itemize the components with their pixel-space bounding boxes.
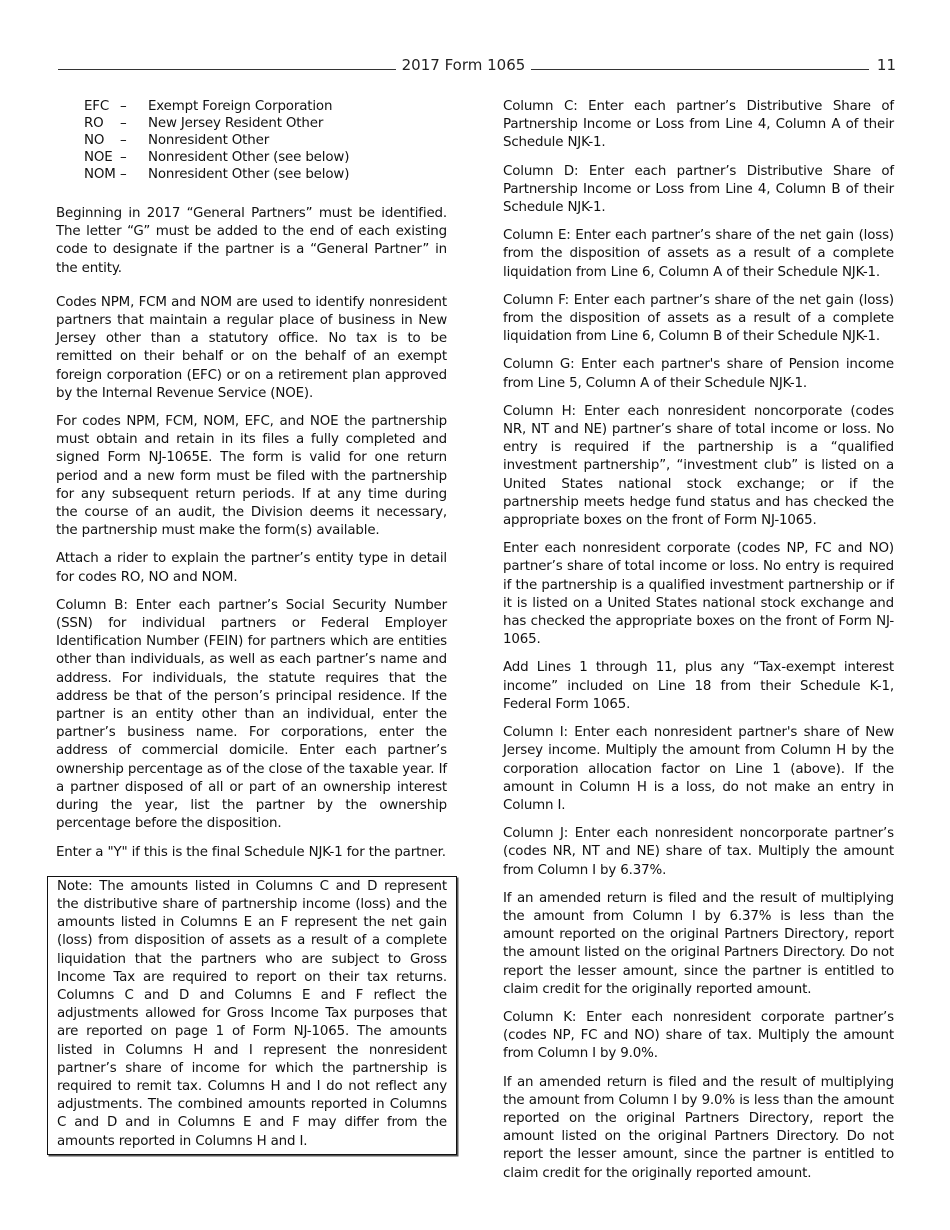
code-row (84, 132, 447, 149)
code-dash: – (120, 167, 127, 182)
paragraph-column-h: Column H: Enter each nonresident noncorporate (codes NR, NT and NE) partner’s share of total income or loss. No entry is required if the partnership is a “qualified investment partnership”, “investment club” is listed on a United States national stock exchange; or if the partnership meets hedge fund status and has checked the appropriate boxes on the front of Form NJ-1065. (503, 403, 894, 529)
code-abbr: EFC (84, 99, 110, 114)
code-list (84, 98, 447, 183)
code-abbr: RO (84, 116, 104, 131)
code-desc: Exempt Foreign Corporation (148, 99, 333, 114)
paragraph-nonresident-corporate: Enter each nonresident corporate (codes NP, FC and NO) partner’s share of total income or loss. No entry is required if the partnership is a qualified investment partnership or if it is listed on a United States national stock exchange and has checked the appropriate boxes on the front of Form NJ-1065. (503, 541, 894, 648)
right-column (503, 98, 894, 1193)
code-dash: – (120, 116, 127, 131)
paragraph-column-i: Column I: Enter each nonresident partner's share of New Jersey income. Multiply the amount from Column H by the corporation allocation factor on Line 1 (above). If the amount in Column H is a loss, do not make an entry in Column I. (503, 725, 894, 813)
code-row (84, 115, 447, 132)
code-desc: Nonresident Other (see below) (148, 167, 350, 182)
code-dash: – (120, 133, 127, 148)
code-abbr: NO (84, 133, 105, 148)
paragraph-column-e: Column E: Enter each partner’s share of the net gain (loss) from the disposition of assets as a result of a complete liquidation from Line 6, Column A of their Schedule NJK-1. (503, 228, 894, 280)
paragraph-amended-return-637: If an amended return is filed and the result of multiplying the amount from Column I by 6.37% is less than the amount reported on the original Partners Directory, report the amount listed on the original Partners Directory. Do not report the lesser amount, since the partner is entitled to claim credit for the originally reported amount. (503, 890, 894, 997)
code-abbr: NOM (84, 167, 116, 182)
paragraph-add-lines: Add Lines 1 through 11, plus any “Tax-exempt interest income” included on Line 18 from their Schedule K-1, Federal Form 1065. (503, 660, 894, 712)
paragraph-form-nj-1065e: For codes NPM, FCM, NOM, EFC, and NOE the partnership must obtain and retain in its files a fully completed and signed Form NJ-1065E. The form is valid for one return period and a new form must be filed with the partnership for any subsequent return periods. If at any time during the course of an audit, the Division deems it necessary, the partnership must make the form(s) available. (56, 414, 447, 539)
code-dash: – (120, 150, 127, 165)
code-dash: – (120, 99, 127, 114)
code-desc: New Jersey Resident Other (148, 116, 324, 131)
paragraph-column-f: Column F: Enter each partner’s share of the net gain (loss) from the disposition of assets as a result of a complete liquidation from Line 6, Column B of their Schedule NJK-1. (503, 292, 894, 345)
note-text: Note: The amounts listed in Columns C and D represent the distributive share of partnership income (loss) and the amounts listed in Columns E an F represent the net gain (loss) from disposition of assets as a result of a complete liquidation that the partners who are subject to Gross Income Tax are required to report on their tax returns. Columns C and D and Columns E and F reflect the adjustments allowed for Gross Income Tax purposes that are reported on page 1 of Form NJ-1065. The amounts listed in Columns H and I represent the nonresident partner’s share of income for which the partnership is required to remit tax. Columns H and I do not reflect any adjustments. The combined amounts reported in Columns C and D and in Columns E and F may differ from the amounts reported in Columns H and I. (57, 878, 447, 1149)
paragraph-final-schedule: Enter a "Y" if this is the final Schedule NJK-1 for the partner. (56, 844, 446, 860)
paragraph-column-c: Column C: Enter each partner’s Distributive Share of Partnership Income or Loss from Line 4, Column A of their Schedule NJK-1. (503, 99, 894, 151)
paragraph-column-j: Column J: Enter each nonresident noncorporate partner’s (codes NR, NT and NE) share of tax. Multiply the amount from Column I by 6.37%. (503, 826, 894, 878)
code-abbr: NOE (84, 150, 113, 165)
left-column (56, 98, 447, 1155)
paragraph-column-g: Column G: Enter each partner's share of Pension income from Line 5, Column A of their Schedule NJK-1. (503, 357, 894, 391)
paragraph-column-d: Column D: Enter each partner’s Distributive Share of Partnership Income or Loss from Line 4, Column B of their Schedule NJK-1. (503, 163, 894, 216)
paragraph-column-k: Column K: Enter each nonresident corporate partner’s (codes NP, FC and NO) share of tax. Multiply the amount from Column I by 9.0%. (503, 1009, 894, 1062)
header-title: 2017 Form 1065 (401, 56, 526, 74)
paragraph-column-b: Column B: Enter each partner’s Social Security Number (SSN) for individual partners or Federal Employer Identification Number (FEIN) for partners which are entities other than individuals, as well as each partner’s name and address. For individuals, the statute requires that the address be that of the person’s principal residence. If the partner is an entity other than an individual, enter the partner’s business name. For corporations, enter the address of commercial domicile. Enter each partner’s ownership percentage as of the close of the taxable year. If a partner disposed of all or part of an ownership interest during the year, list the partner by the ownership percentage before the disposition. (56, 597, 447, 832)
page-header (56, 56, 896, 74)
note-box (47, 876, 457, 1155)
code-desc: Nonresident Other (see below) (148, 150, 350, 165)
header-rule-right (531, 57, 869, 70)
code-row (84, 166, 447, 183)
header-rule-left (58, 57, 396, 70)
code-desc: Nonresident Other (148, 133, 270, 148)
code-row (84, 149, 447, 166)
paragraph-codes-npm-fcm-nom: Codes NPM, FCM and NOM are used to identify nonresident partners that maintain a regular place of business in New Jersey other than a statutory office. No tax is to be remitted on their behalf or on the behalf of an exempt foreign corporation (EFC) or on a retirement plan approved by the Internal Revenue Service (NOE). (56, 294, 447, 401)
page-number: 11 (876, 56, 897, 74)
paragraph-general-partners: Beginning in 2017 “General Partners” must be identified. The letter “G” must be added to the end of each existing code to designate if the partner is a “General Partner” in the entity. (56, 206, 447, 276)
code-row (84, 98, 447, 115)
paragraph-attach-rider: Attach a rider to explain the partner’s entity type in detail for codes RO, NO and NOM. (56, 551, 447, 585)
paragraph-amended-return-90: If an amended return is filed and the result of multiplying the amount from Column I by 9.0% is less than the amount reported on the original Partners Directory, report the amount listed on the original Partners Directory. Do not report the lesser amount, since the partner is entitled to claim credit for the originally reported amount. (503, 1074, 894, 1181)
